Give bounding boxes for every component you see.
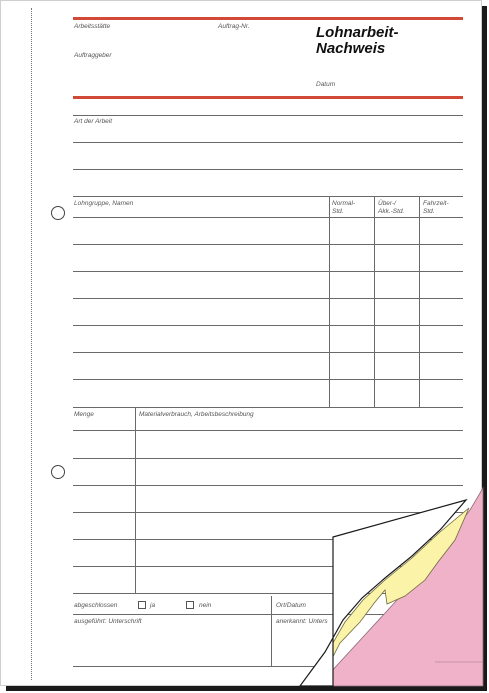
label-art-der-arbeit: Art der Arbeit bbox=[74, 118, 113, 125]
title-line-1: Lohnarbeit- bbox=[316, 24, 399, 41]
label-ja: ja bbox=[150, 602, 156, 609]
label-ausgefuehrt: ausgeführt: Unterschrift bbox=[74, 618, 142, 625]
header-ueber: Über-/ bbox=[378, 200, 396, 207]
label-anerkannt: anerkannt: Unters bbox=[276, 618, 328, 625]
header-akk-std: Akk.-Std. bbox=[378, 208, 405, 215]
label-abgeschlossen: abgeschlossen bbox=[74, 602, 118, 609]
label-auftrag-nr: Auftrag-Nr. bbox=[218, 23, 250, 30]
label-menge: Menge bbox=[74, 411, 94, 418]
label-materialverbrauch: Materialverbrauch, Arbeitsbeschreibung bbox=[139, 411, 254, 418]
title-line-2: Nachweis bbox=[316, 40, 386, 57]
label-ort-datum: Ort/Datum bbox=[276, 602, 306, 609]
label-arbeitsstaette: Arbeitsstätte bbox=[74, 23, 111, 30]
header-lohngruppe: Lohngruppe, Namen bbox=[74, 200, 134, 207]
header-fahrzeit-std: Std. bbox=[423, 208, 435, 215]
label-nein: nein bbox=[199, 602, 212, 609]
header-fahrzeit: Fahrzeit- bbox=[423, 200, 449, 207]
header-normal: Normal- bbox=[332, 200, 356, 207]
label-auftraggeber: Auftraggeber bbox=[74, 52, 112, 59]
header-normal-std: Std. bbox=[332, 208, 344, 215]
label-datum: Datum bbox=[316, 81, 336, 88]
